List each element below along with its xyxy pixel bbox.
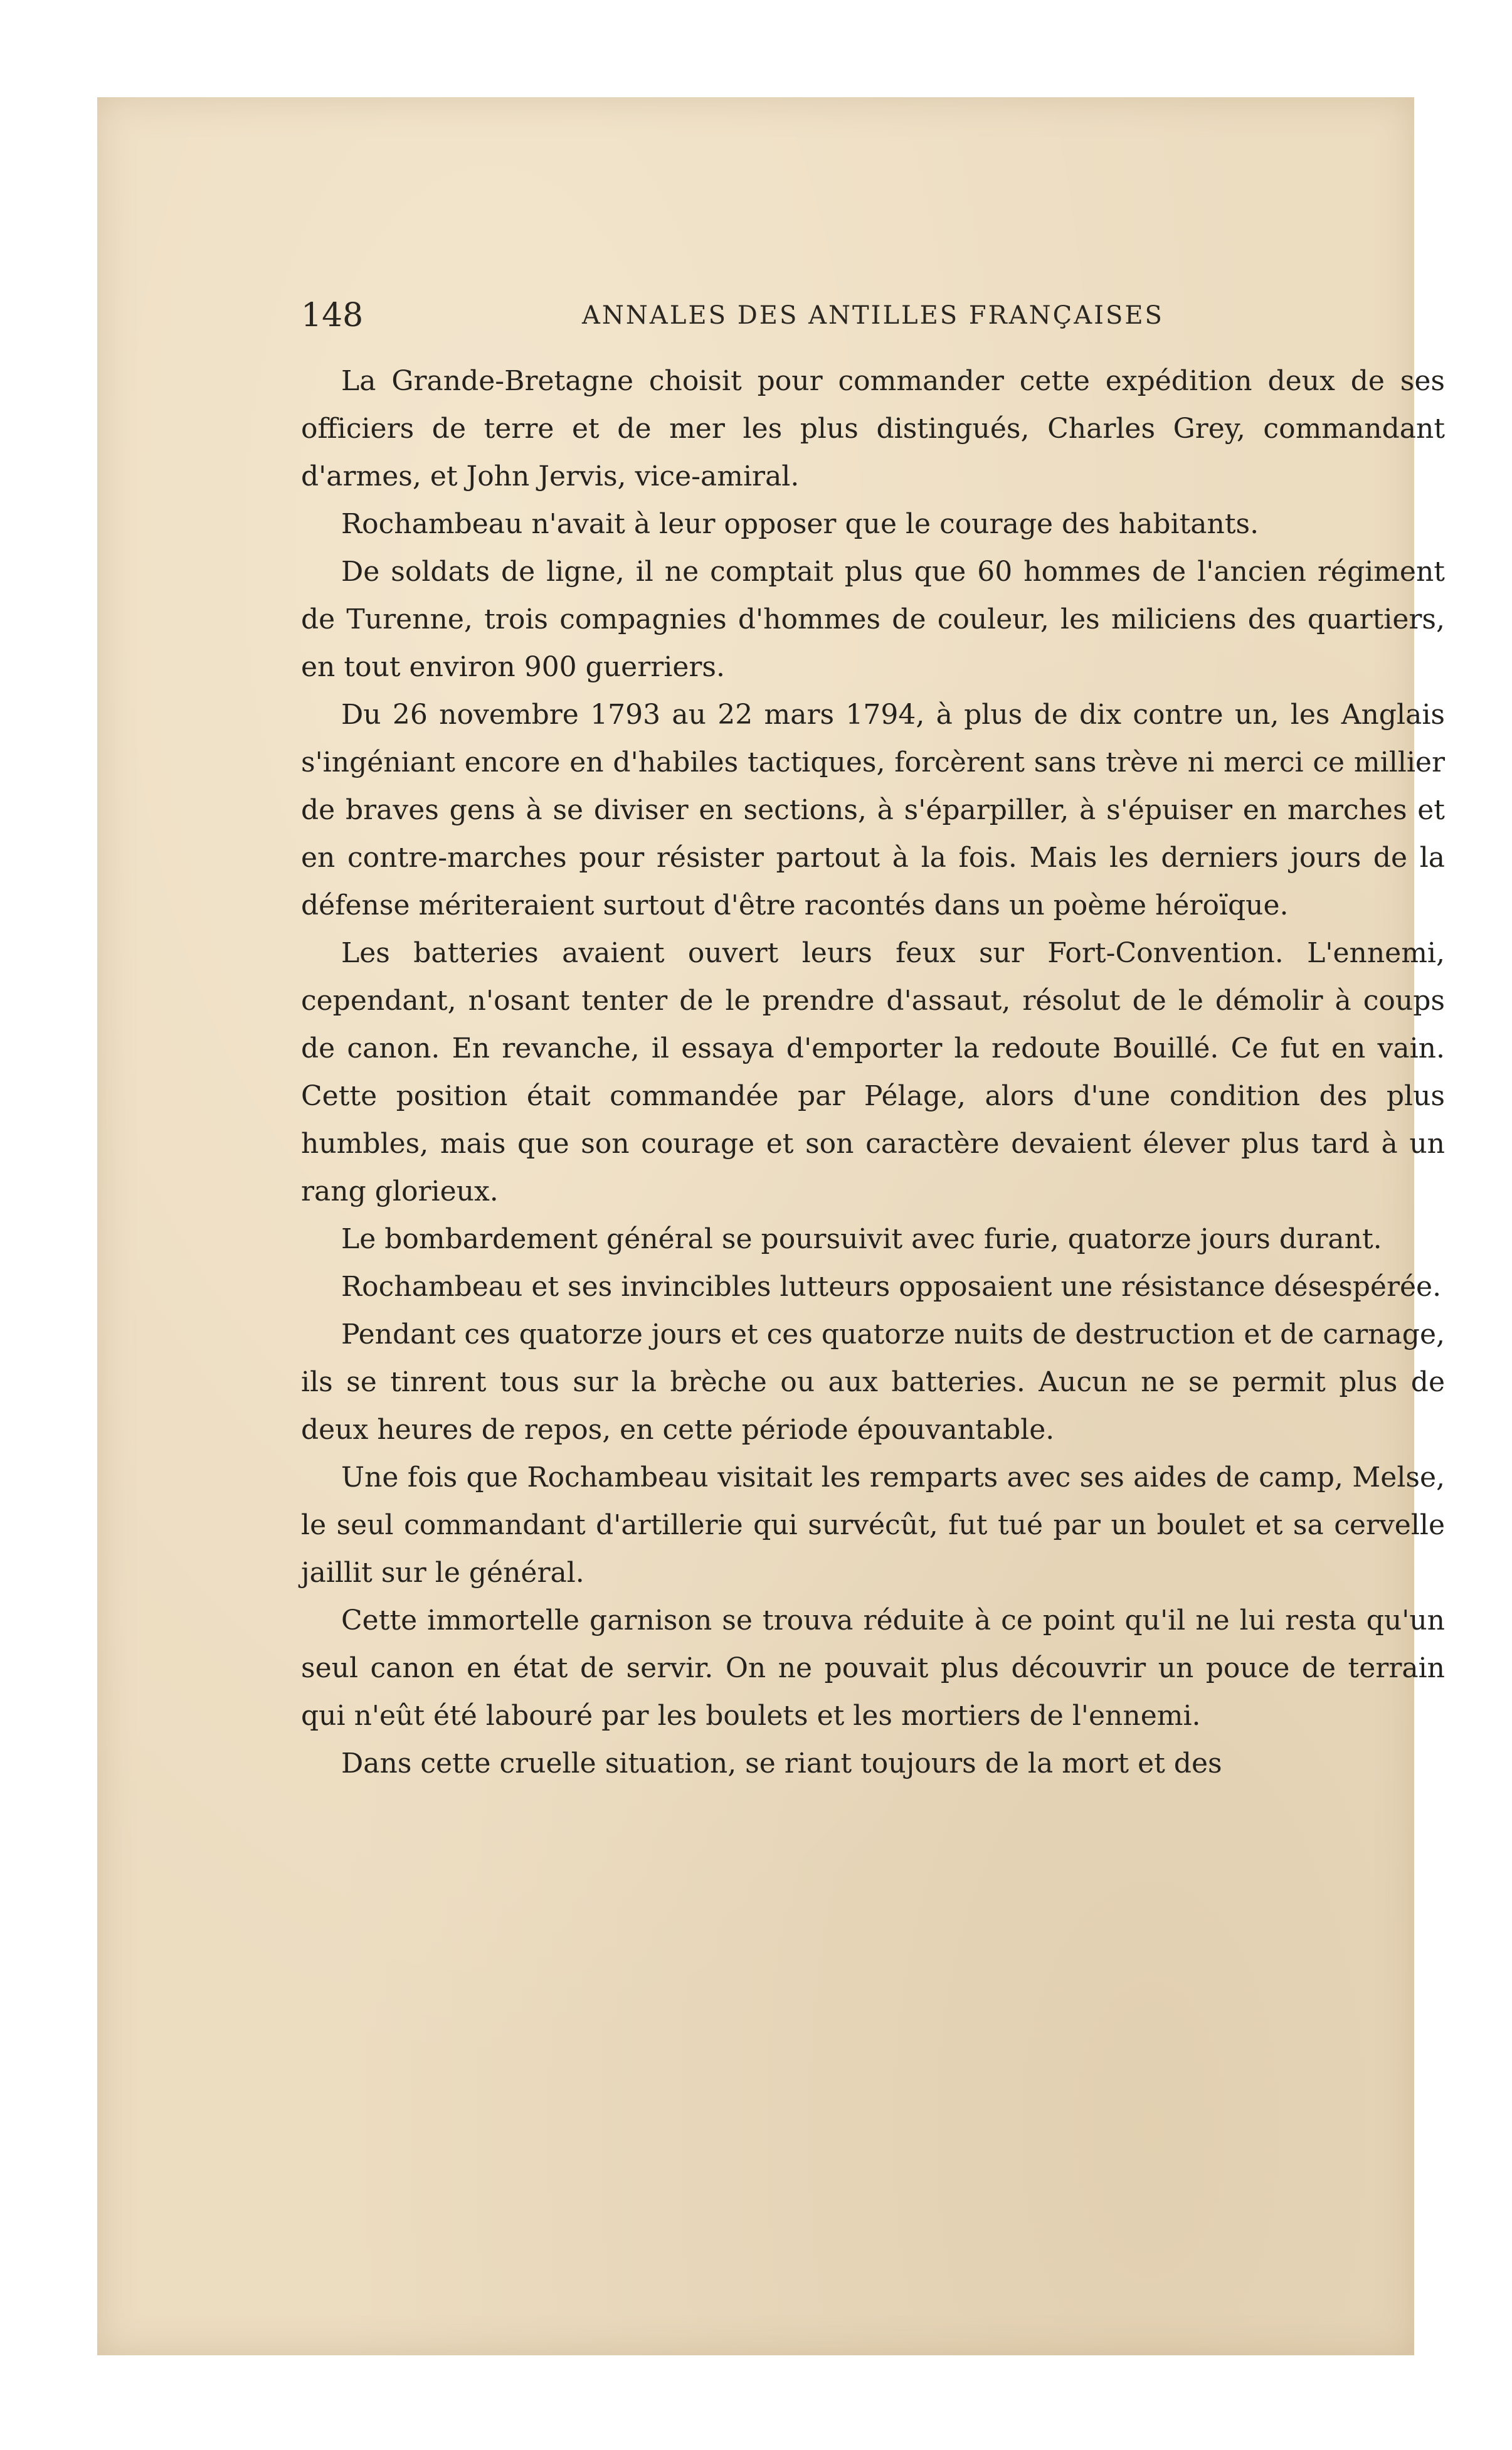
paragraph: Rochambeau n'avait à leur opposer que le courage des habitants. [341, 508, 1259, 540]
paragraph: Les batteries avaient ouvert leurs feux sur Fort-Convention. L'ennemi, cependant, n'osant tenter de le prendre d'assaut, résolut de le démolir à coups de canon. En revanche, il essaya d'emporter la redoute Bouillé. Ce fut en vain. Cette position était commandée par Pélage, alors d'une condition des plus humbles, mais que son courage et son caractère devaient élever plus tard à un rang glorieux. [301, 937, 1445, 1207]
paragraph: Dans cette cruelle situation, se riant toujours de la mort et des [341, 1747, 1222, 1779]
book-page [97, 97, 1445, 2355]
paragraph: De soldats de ligne, il ne comptait plus que 60 hommes de l'ancien régiment de Turenne, trois compagnies d'hommes de couleur, les miliciens des quartiers, en tout environ 900 guerriers. [301, 556, 1445, 683]
running-title: ANNALES DES ANTILLES FRANÇAISES [582, 301, 1164, 330]
paragraph: Cette immortelle garnison se trouva réduite à ce point qu'il ne lui resta qu'un seul canon en état de servir. On ne pouvait plus découvrir un pouce de terrain qui n'eût été labouré par les boulets et les mortiers de l'ennemi. [301, 1604, 1445, 1732]
paragraph: La Grande-Bretagne choisit pour commander cette expédition deux de ses officiers de terre et de mer les plus distingués, Charles Grey, commandant d'armes, et John Jervis, vice-amiral. [301, 365, 1445, 492]
page-number: 148 [301, 297, 364, 334]
paragraph: Une fois que Rochambeau visitait les remparts avec ses aides de camp, Melse, le seul commandant d'artillerie qui survécût, fut tué par un boulet et sa cervelle jaillit sur le général. [301, 1461, 1445, 1589]
paragraph: Le bombardement général se poursuivit avec furie, quatorze jours durant. [341, 1223, 1382, 1255]
paragraph: Rochambeau et ses invincibles lutteurs opposaient une résistance désespérée. [341, 1271, 1442, 1303]
paragraph: Pendant ces quatorze jours et ces quatorze nuits de destruction et de carnage, ils se tinrent tous sur la brèche ou aux batteries. Aucun ne se permit plus de deux heures de repos, en cette période épouvantable. [301, 1318, 1445, 1446]
paragraph: Du 26 novembre 1793 au 22 mars 1794, à plus de dix contre un, les Anglais s'ingéniant encore en d'habiles tactiques, forcèrent sans trève ni merci ce millier de braves gens à se diviser en sections, à s'éparpiller, à s'épuiser en marches et en contre-marches pour résister partout à la fois. Mais les derniers jours de la défense mériteraient surtout d'être racontés dans un poème héroïque. [301, 699, 1445, 921]
page-header [301, 290, 1445, 341]
body-text [301, 358, 1445, 1788]
